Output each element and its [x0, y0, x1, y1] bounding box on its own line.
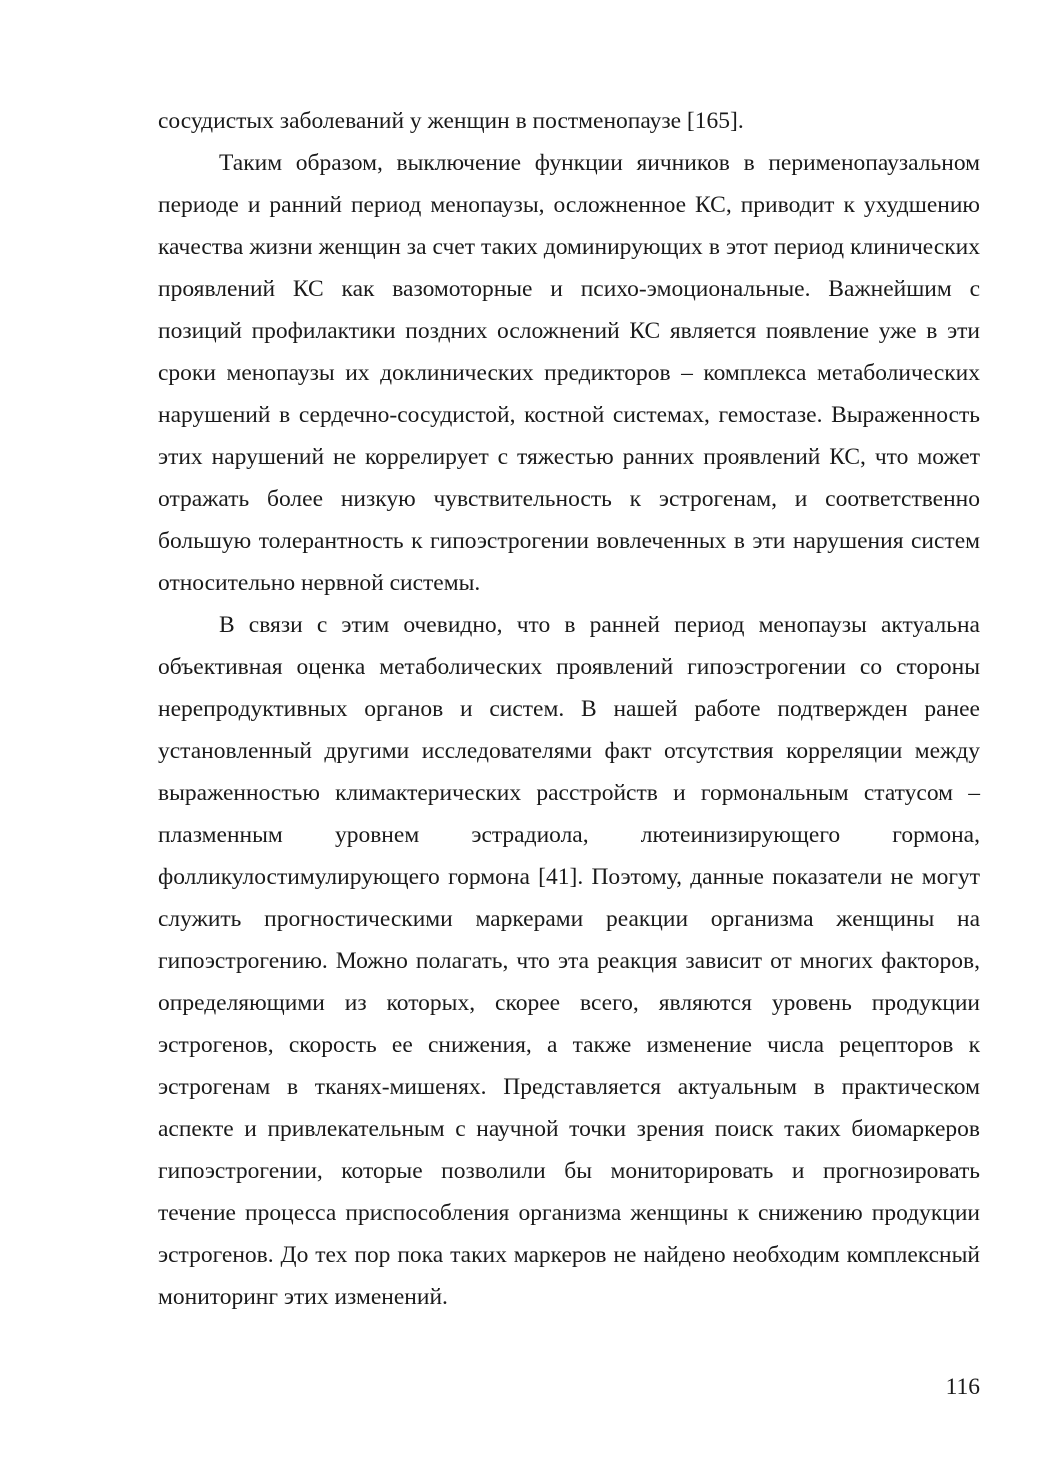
page-number: 116	[945, 1374, 980, 1400]
paragraph-summary: Таким образом, выключение функции яичников в перименопаузальном периоде и ранний период менопаузы, осложненное КС, приводит к ухудшению качества жизни женщин за счет таких доминирующих в этот период клинических проявлений КС как вазомоторные и психо-эмоциональные. Важнейшим с позиций профилактики поздних осложнений КС является появление уже в эти сроки менопаузы их доклинических предикторов – комплекса метаболических нарушений в сердечно-сосудистой, костной системах, гемостазе. Выраженность этих нарушений не коррелирует с тяжестью ранних проявлений КС, что может отражать более низкую чувствительность к эстрогенам, и соответственно большую толерантность к гипоэстрогении вовлеченных в эти нарушения систем относительно нервной системы.	[158, 150, 980, 596]
body-text	[158, 100, 980, 1318]
paragraph-biomarkers: В связи с этим очевидно, что в ранней период менопаузы актуальна объективная оценка метаболических проявлений гипоэстрогении со стороны нерепродуктивных органов и систем. В нашей работе подтвержден ранее установленный другими исследователями факт отсутствия корреляции между выраженностью климактерических расстройств и гормональным статусом – плазменным уровнем эстрадиола, лютеинизирующего гормона, фолликулостимулирующего гормона [41]. Поэтому, данные показатели не могут служить прогностическими маркерами реакции организма женщины на гипоэстрогению. Можно полагать, что эта реакция зависит от многих факторов, определяющими из которых, скорее всего, являются уровень продукции эстрогенов, скорость ее снижения, а также изменение числа рецепторов к эстрогенам в тканях-мишенях. Представляется актуальным в практическом аспекте и привлекательным с научной точки зрения поиск таких биомаркеров гипоэстрогении, которые позволили бы мониторировать и прогнозировать течение процесса приспособления организма женщины к снижению продукции эстрогенов. До тех пор пока таких маркеров не найдено необходим комплексный мониторинг этих изменений.	[158, 612, 980, 1310]
paragraph-continuation: сосудистых заболеваний у женщин в постменопаузе [165].	[158, 108, 744, 134]
